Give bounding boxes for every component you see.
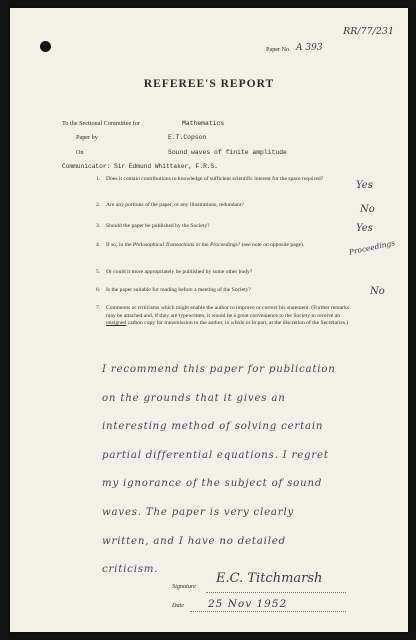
to-committee-label: To the Sectional Committee for — [62, 120, 140, 127]
answer-4: Proceedings — [348, 238, 396, 257]
committee-value: Mathematics — [182, 120, 225, 127]
signature-line — [206, 592, 346, 593]
journal-name: Proceedings — [209, 242, 238, 248]
question-text: If so, in the — [106, 242, 133, 248]
communicator-line: Communicator: Sir Edmund Whittaker, F.R.S. — [62, 163, 218, 170]
answer-2: No — [360, 204, 375, 215]
paper-by-label: Paper by — [76, 134, 98, 141]
comment-line: interesting method of solving certain — [102, 421, 324, 433]
question-number: 2. — [96, 202, 101, 208]
referee-comments — [102, 356, 382, 585]
question-text: Comments or criticisms which might enable the author to improve or correct his statement. (Further remarks may be attached and, if they are typewritten, it would be a great convenience to the Society to receive an — [106, 305, 349, 319]
question-text: carbon copy for transmission to the author, in whole or in part, at the discretion of the Secretaries.) — [126, 320, 349, 327]
question-number: 3. — [96, 223, 101, 229]
question-text: Or could it more appropriately be published by some other body? — [106, 269, 253, 275]
paper-title-value: Sound waves of finite amplitude — [168, 149, 287, 156]
answer-6: No — [370, 286, 385, 297]
comment-line: partial differential equations. I regret — [102, 449, 329, 461]
punch-hole — [40, 41, 51, 52]
question-text: or the — [194, 242, 210, 248]
question-text: Is the paper suitable for reading before a meeting of the Society? — [106, 287, 251, 293]
paper-no-label: Paper No. — [266, 46, 291, 53]
page-title: REFEREE'S REPORT — [143, 78, 275, 90]
question-6 — [96, 287, 354, 295]
date-line — [190, 611, 346, 612]
comment-line: waves. The paper is very clearly — [102, 506, 295, 518]
comment-line: on the grounds that it gives an — [102, 392, 286, 404]
signature: E.C. Titchmarsh — [216, 571, 323, 586]
date-value: 25 Nov 1952 — [208, 598, 288, 610]
question-number: 4. — [96, 242, 101, 248]
question-text: ? (see note on opposite page). — [237, 242, 305, 248]
author-value: E.T.Copson — [168, 134, 207, 141]
question-number: 6. — [96, 287, 101, 293]
paper-no-value: A 393 — [296, 43, 323, 53]
question-4 — [96, 242, 354, 250]
question-number: 7. — [96, 305, 101, 311]
on-label: On — [76, 149, 84, 156]
signature-label: Signature — [172, 583, 196, 590]
question-text: Does it contain contributions to knowledge of sufficient scientific interest for the space required? — [106, 176, 324, 182]
question-3 — [96, 223, 354, 231]
answer-1: Yes — [356, 180, 373, 191]
comment-line: written, and I have no detailed — [102, 535, 286, 547]
question-text: Are any portions of the paper, or any illustrations, redundant? — [106, 202, 244, 208]
question-number: 5. — [96, 269, 101, 275]
question-number: 1. — [96, 176, 101, 182]
question-7 — [96, 305, 354, 328]
comment-line: my ignorance of the subject of sound — [102, 478, 323, 490]
question-1 — [96, 176, 354, 184]
comment-line: criticism. — [102, 564, 159, 576]
question-text: Should the paper be published by the Society? — [106, 223, 210, 229]
underlined-word: unsigned — [106, 320, 127, 327]
comment-line: I recommend this paper for publication — [102, 364, 336, 375]
answer-3: Yes — [356, 223, 373, 234]
journal-name: Philosophical Transactions — [132, 242, 195, 248]
question-5 — [96, 269, 354, 277]
question-2 — [96, 202, 354, 210]
corner-reference: RR/77/231 — [343, 26, 394, 37]
date-label: Date — [172, 602, 185, 609]
referee-report-sheet — [10, 8, 408, 632]
